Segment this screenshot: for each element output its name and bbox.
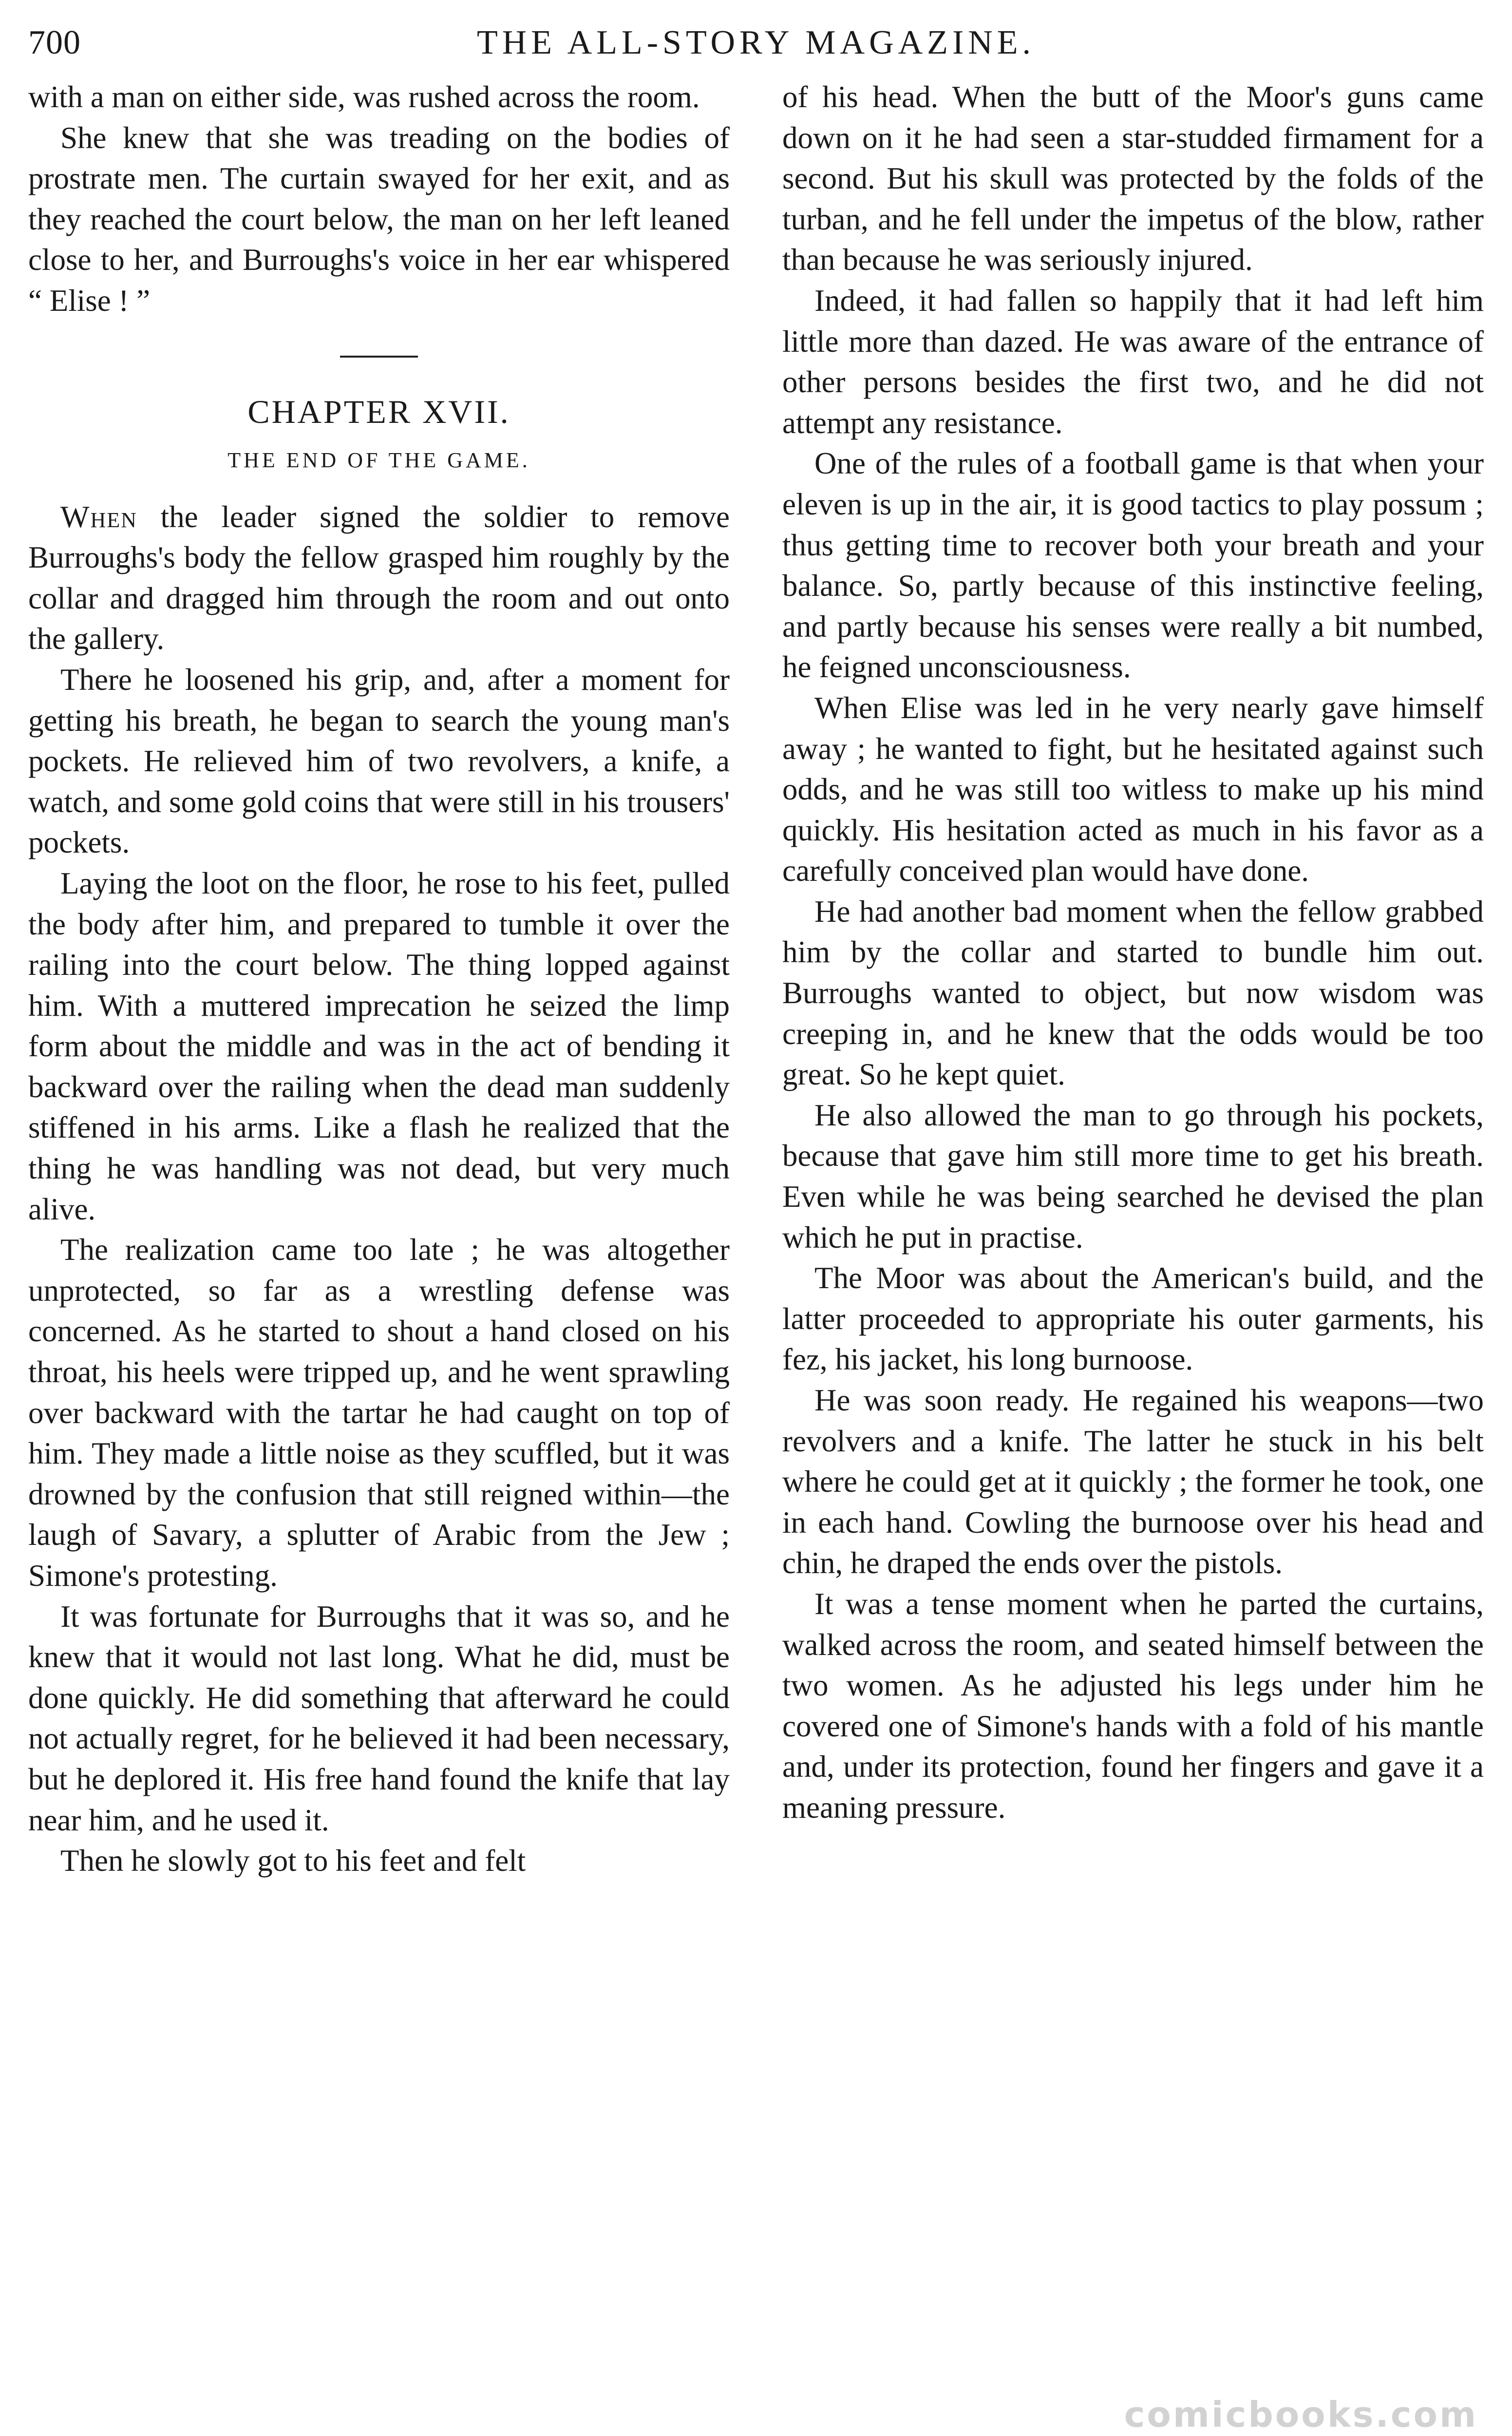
paragraph: Indeed, it had fallen so happily that it had left him little more than dazed. He was aware of the entrance of other persons besides the first two, and he did not attempt any resistance. (782, 283, 1484, 440)
paragraph: She knew that she was treading on the bodies of prostrate men. The curtain swayed for her exit, and as they reached the court below, the man on her left leaned close to her, and Burroughs's voice in her ear whispered “ Elise ! ” (28, 120, 730, 318)
chapter-subtitle: THE END OF THE GAME. (227, 448, 530, 472)
paragraph: The realization came too late ; he was altogether unprotected, so far as a wrestling defense was concerned. As he started to shout a hand closed on his throat, his heels were tripped up, and he went sprawling over backward with the tartar he had caught on top of him. They made a little noise as they scuffled, but it was drowned by the confusion that still reigned within—the laugh of Savary, a splutter of Arabic from the Jew ; Simone's protesting. (28, 1233, 730, 1593)
magazine-title: THE ALL-STORY MAGAZINE. (476, 24, 1036, 61)
paragraph: The Moor was about the American's build, and the latter proceeded to appropriate his outer garments, his fez, his jacket, his long burnoose. (782, 1261, 1484, 1377)
paragraph: with a man on either side, was rushed across the room. (28, 80, 700, 114)
paragraph: Laying the loot on the floor, he rose to his feet, pulled the body after him, and prepared to tumble it over the railing into the court below. The thing lopped against him. With a muttered imprecation he seized the limp form about the middle and was in the act of bending it backward over the railing when the dead man suddenly stiffened in his arms. Like a flash he realized that the thing he was handling was not dead, but very much alive. (28, 866, 730, 1226)
running-head (28, 23, 1484, 77)
text-columns (28, 77, 1484, 2430)
page-number: 700 (28, 24, 81, 61)
paragraph-text: the leader signed the soldier to remove Burroughs's body the fellow grasped him roughly by the collar and dragged him through the room and out onto the gallery. (28, 499, 730, 656)
paragraph: There he loosened his grip, and, after a moment for getting his breath, he began to search the young man's pockets. He relieved him of two revolvers, a knife, a watch, and some gold coins that were still in his trousers' pockets. (28, 662, 730, 860)
left-column (28, 77, 730, 2430)
paragraph: It was fortunate for Burroughs that it was so, and he knew that it would not last long. What he did, must be done quickly. He did something that afterward he could not actually regret, for he believed it had been necessary, but he deplored it. His free hand found the knife that lay near him, and he used it. (28, 1599, 730, 1837)
watermark: comicbooks.com (1124, 2394, 1478, 2435)
paragraph: of his head. When the butt of the Moor's guns came down on it he had seen a star-studded firmament for a second. But his skull was protected by the folds of the turban, and he fell under the impetus of the blow, rather than because he was seriously injured. (782, 80, 1484, 277)
paragraph: One of the rules of a football game is that when your eleven is up in the air, it is good tactics to play possum ; thus getting time to recover both your breath and your balance. So, partly because of this instinctive feeling, and partly because his senses were really a bit numbed, he feigned unconsciousness. (782, 446, 1484, 685)
paragraph: Then he slowly got to his feet and felt (60, 1844, 526, 1878)
paragraph: When Elise was led in he very nearly gave himself away ; he wanted to fight, but he hesitated against such odds, and he was still too witless to make up his mind quickly. His hesitation acted as much in his favor as a carefully conceived plan would have done. (782, 690, 1484, 888)
paragraph: He also allowed the man to go through his pockets, because that gave him still more time to get his breath. Even while he was being searched he devised the plan which he put in practise. (782, 1098, 1484, 1255)
drop-lead-word: When (60, 499, 137, 534)
right-column (782, 77, 1484, 2430)
paragraph: He was soon ready. He regained his weapons—two revolvers and a knife. The latter he stuck in his belt where he could get at it quickly ; the former he took, one in each hand. Cowling the burnoose over his head and chin, he draped the ends over the pistols. (782, 1383, 1484, 1580)
paragraph: It was a tense moment when he parted the curtains, walked across the room, and seated himself between the two women. As he adjusted his legs under him he covered one of Simone's hands with a fold of his mantle and, under its protection, found her fingers and gave it a meaning pressure. (782, 1586, 1484, 1825)
chapter-title: CHAPTER XVII. (247, 393, 510, 430)
section-divider (340, 356, 418, 358)
paragraph: He had another bad moment when the fellow grabbed him by the collar and started to bundle him out. Burroughs wanted to object, but now wisdom was creeping in, and he knew that the odds would be too great. So he kept quiet. (782, 894, 1484, 1092)
paragraph (28, 497, 730, 660)
